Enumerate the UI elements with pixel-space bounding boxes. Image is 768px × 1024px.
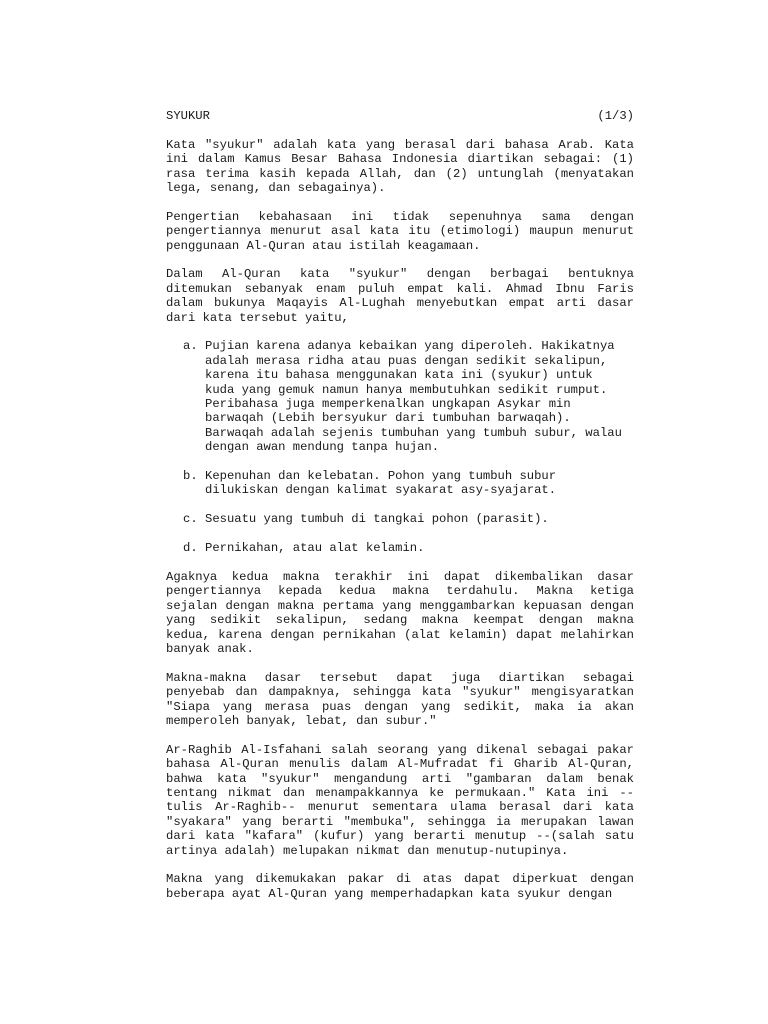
paragraph-quran-usage: Dalam Al-Quran kata "syukur" dengan berbagai bentuknya ditemukan sebanyak enam puluh empat kali. Ahmad Ibnu Faris dalam bukunya Maqayis Al-Lughah menyebutkan empat arti dasar dari kata tersebut yaitu,: [166, 267, 634, 325]
paragraph-definition-kbbi: Kata "syukur" adalah kata yang berasal dari bahasa Arab. Kata ini dalam Kamus Besar Bahasa Indonesia diartikan sebagai: (1) rasa terima kasih kepada Allah, dan (2) untunglah (menyatakan lega, senang, dan sebagainya).: [166, 137, 634, 196]
list-item-text: Pujian karena adanya kebaikan yang diperoleh. Hakikatnya adalah merasa ridha atau puas dengan sedikit sekalipun, karena itu bahasa menggunakan kata ini (syukur) untuk kuda yang gemuk namun hanya membutuhkan sedikit rumput. Peribahasa juga memperkenalkan ungkapan Asykar min barwaqah (Lebih bersyukur dari tumbuhan barwaqah). Barwaqah adalah sejenis tumbuhan yang tumbuh subur, walau dengan awan mendung tanpa hujan.: [205, 339, 622, 455]
meaning-list: [166, 339, 634, 555]
list-item: [183, 469, 634, 498]
paragraph-reinforcement: Makna yang dikemukakan pakar di atas dapat diperkuat dengan beberapa ayat Al-Quran yang memperhadapkan kata syukur dengan: [166, 872, 634, 901]
list-item: [183, 339, 634, 454]
list-marker: b.: [183, 469, 198, 484]
list-marker: c.: [183, 512, 198, 527]
document-page: [166, 109, 634, 916]
list-item: [183, 541, 634, 555]
paragraph-cause-effect: Makna-makna dasar tersebut dapat juga diartikan sebagai penyebab dan dampaknya, sehingga kata "syukur" mengisyaratkan "Siapa yang merasa puas dengan yang sedikit, maka ia akan memperoleh banyak, lebat, dan subur.": [166, 670, 634, 728]
list-item-text: Pernikahan, atau alat kelamin.: [205, 541, 425, 556]
paragraph-meaning-relation: Agaknya kedua makna terakhir ini dapat dikembalikan dasar pengertiannya kepada kedua makna terdahulu. Makna ketiga sejalan dengan makna pertama yang menggambarkan kepuasan dengan yang sedikit sekalipun, sedang makna keempat dengan makna kedua, karena dengan pernikahan (alat kelamin) dapat melahirkan banyak anak.: [166, 569, 634, 656]
paragraph-ar-raghib: Ar-Raghib Al-Isfahani salah seorang yang dikenal sebagai pakar bahasa Al-Quran menulis dalam Al-Mufradat fi Gharib Al-Quran, bahwa kata "syukur" mengandung arti "gambaran dalam benak tentang nikmat dan menampakkannya ke permukaan." Kata ini --tulis Ar-Raghib-- menurut sementara ulama berasal dari kata "syakara" yang berarti "membuka", sehingga ia merupakan lawan dari kata "kafara" (kufur) yang berarti menutup --(salah satu artinya adalah) melupakan nikmat dan menutup-nutupinya.: [166, 742, 634, 858]
list-marker: d.: [183, 541, 198, 556]
document-title: SYUKUR: [166, 109, 210, 123]
document-header: [166, 109, 634, 123]
page-indicator: (1/3): [597, 109, 634, 123]
list-item: [183, 512, 634, 526]
list-marker: a.: [183, 339, 198, 354]
list-item-text: Kepenuhan dan kelebatan. Pohon yang tumbuh subur dilukiskan dengan kalimat syakarat asy-syajarat.: [205, 469, 557, 498]
paragraph-etymology: Pengertian kebahasaan ini tidak sepenuhnya sama dengan pengertiannya menurut asal kata itu (etimologi) maupun menurut penggunaan Al-Quran atau istilah keagamaan.: [166, 209, 634, 253]
list-item-text: Sesuatu yang tumbuh di tangkai pohon (parasit).: [205, 512, 549, 527]
